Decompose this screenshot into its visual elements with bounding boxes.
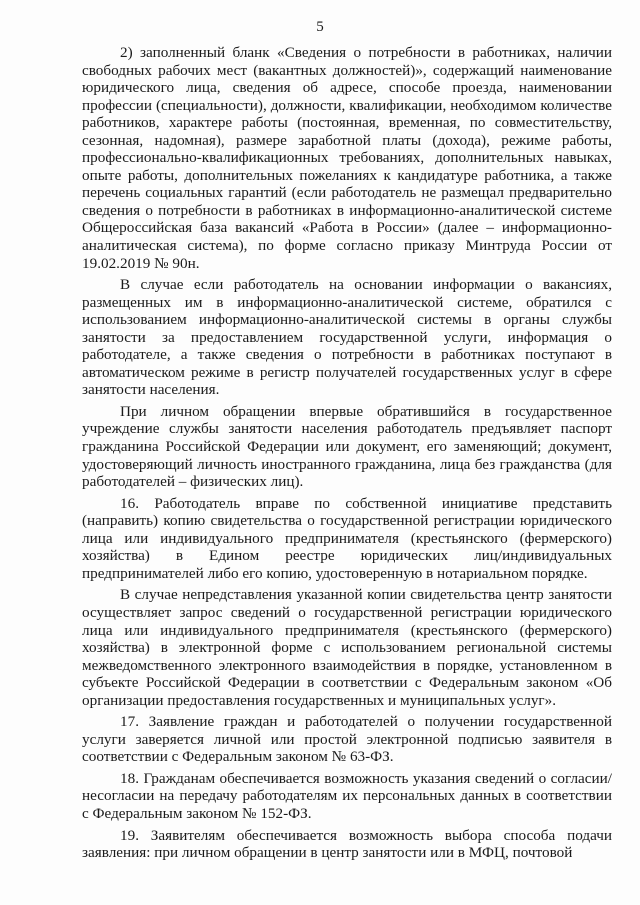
paragraph-item-2: 2) заполненный бланк «Сведения о потребности в работниках, наличии свободных рабочих мест (вакантных должностей)», содержащий наименование юридического лица, сведения об адресе, способе проезда, наименовании профессии (специальности), должности, квалификации, необходимом количестве работников, характере работы (постоянная, временная, по совместительству, сезонная, надомная), размере заработной платы (дохода), режиме работы, профессионально-квалификационных требованиях, дополнительных навыках, опыте работы, дополнительных пожеланиях к кандидатуре работника, а также перечень социальных гарантий (если работодатель не размещал предварительно сведения о потребности в работниках в информационно-аналитической системе Общероссийская база вакансий «Работа в России» (далее – информационно-аналитическая система), по форме согласно приказу Минтруда России от 19.02.2019 № 90н.: [82, 44, 612, 272]
paragraph-personal-visit: При личном обращении впервые обратившийся в государственное учреждение службы занятости населения работодатель предъявляет паспорт гражданина Российской Федерации или документ, его заменяющий; документ, удостоверяющий личность иностранного гражданина, лица без гражданства (для работодателей – физических лиц).: [82, 402, 612, 491]
paragraph-clause-16: 16. Работодатель вправе по собственной инициативе представить (направить) копию свидетельства о государственной регистрации юридического лица или индивидуального предпринимателя (крестьянского (фермерского) хозяйства) в Едином реестре юридических лиц/индивидуальных предпринимателей либо его копию, удостоверенную в нотариальном порядке.: [82, 494, 612, 582]
paragraph-clause-17: 17. Заявление граждан и работодателей о получении государственной услуги заверяется личной или простой электронной подписью заявителя в соответствии с Федеральным законом № 63-ФЗ.: [82, 713, 612, 766]
document-body: [82, 44, 612, 862]
paragraph-clause-18: 18. Гражданам обеспечивается возможность указания сведений о согласии/несогласии на передачу работодателям их персональных данных в соответствии с Федеральным законом № 152-ФЗ.: [82, 769, 612, 822]
page-number: 5: [316, 19, 324, 35]
paragraph-clause-19: 19. Заявителям обеспечивается возможность выбора способа подачи заявления: при личном обращении в центр занятости или в МФЦ, почтовой: [82, 826, 612, 862]
paragraph-employer-ias: В случае если работодатель на основании информации о вакансиях, размещенных им в информационно-аналитической системе, обратился с использованием информационно-аналитической системы в органы службы занятости за предоставлением государственной услуги, информация о работодателе, а также сведения о потребности в работниках поступают в автоматическом режиме в регистр получателей государственных услуг в сфере занятости населения.: [82, 276, 612, 399]
paragraph-certificate-request: В случае непредставления указанной копии свидетельства центр занятости осуществляет запрос сведений о государственной регистрации юридического лица или индивидуального предпринимателя (крестьянского (фермерского) хозяйства) в электронной форме с использованием региональной системы межведомственного электронного взаимодействия в порядке, установленном в субъекте Российской Федерации в соответствии с Федеральным законом «Об организации предоставления государственных и муниципальных услуг».: [82, 586, 612, 709]
